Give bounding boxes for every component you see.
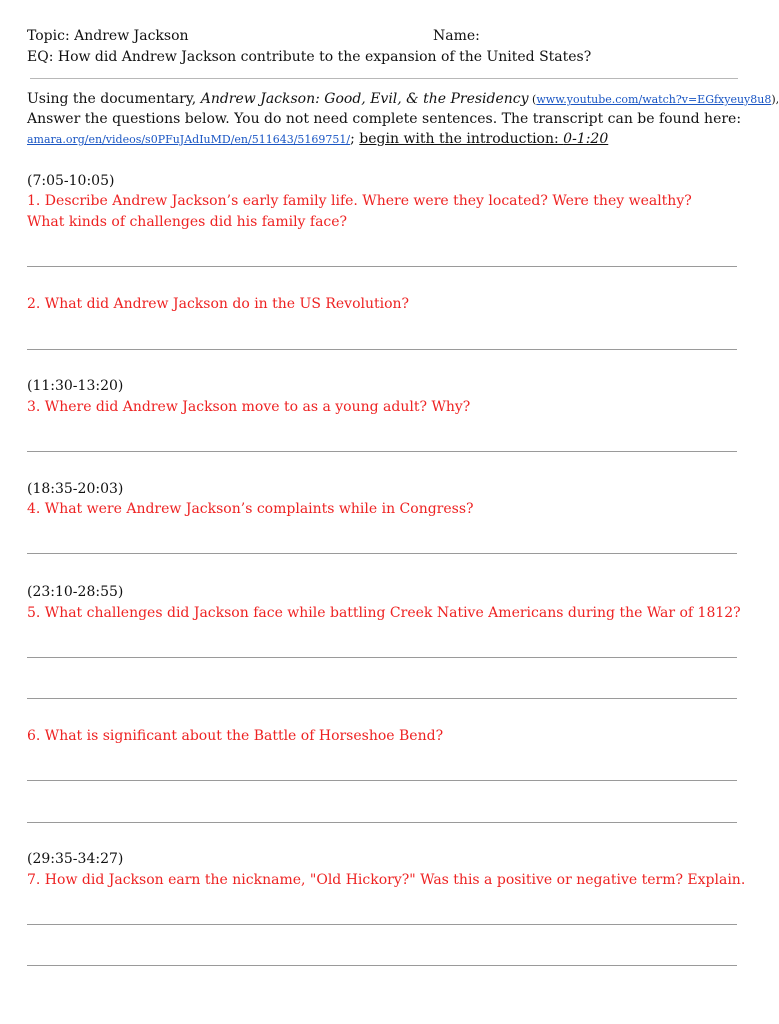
- essential-question: EQ: How did Andrew Jackson contribute to the expansion of the United States?: [27, 49, 592, 65]
- q7-timestamp: (29:35-34:27): [27, 851, 124, 867]
- semicolon: ;: [350, 131, 360, 147]
- begin-time: 0-1:20: [563, 131, 609, 147]
- q6-answer-line-2[interactable]: [27, 822, 737, 823]
- q2-text: 2. What did Andrew Jackson do in the US Revolution?: [27, 296, 410, 312]
- begin-text: begin with the introduction:: [359, 131, 564, 147]
- q4-timestamp: (18:35-20:03): [27, 481, 124, 497]
- intro-line-1: [27, 89, 779, 110]
- q6-answer-line-1[interactable]: [27, 780, 737, 781]
- q1-text-line-2: What kinds of challenges did his family face?: [27, 214, 348, 230]
- q5-answer-line-2[interactable]: [27, 698, 737, 699]
- q3-timestamp: (11:30-13:20): [27, 378, 124, 394]
- q6-text: 6. What is significant about the Battle of Horseshoe Bend?: [27, 728, 444, 744]
- q5-timestamp: (23:10-28:55): [27, 584, 124, 600]
- documentary-title: Andrew Jackson: Good, Evil, & the Presidency: [200, 91, 529, 107]
- q5-text: 5. What challenges did Jackson face while battling Creek Native Americans during the War of 1812?: [27, 605, 741, 621]
- q3-answer-line[interactable]: [27, 451, 737, 452]
- topic-label: Topic: Andrew Jackson: [27, 28, 189, 44]
- q1-timestamp: (7:05-10:05): [27, 173, 115, 189]
- q7-text: 7. How did Jackson earn the nickname, "Old Hickory?" Was this a positive or negative term? Explain.: [27, 872, 746, 888]
- intro-prefix: Using the documentary,: [27, 91, 201, 107]
- q5-answer-line-1[interactable]: [27, 657, 737, 658]
- amara-transcript-link[interactable]: amara.org/en/videos/s0PFuJAdIuMD/en/511643/5169751/: [27, 133, 351, 146]
- paren-open: (: [528, 93, 537, 106]
- q7-answer-line-2[interactable]: [27, 965, 737, 966]
- paren-close: ),: [771, 93, 779, 106]
- header-divider: [30, 78, 738, 79]
- youtube-link[interactable]: www.youtube.com/watch?v=EGfxyeuy8u8: [536, 93, 772, 106]
- q1-answer-line[interactable]: [27, 266, 737, 267]
- q4-answer-line[interactable]: [27, 553, 737, 554]
- q3-text: 3. Where did Andrew Jackson move to as a young adult? Why?: [27, 399, 471, 415]
- begin-instruction: [359, 131, 608, 147]
- q1-text-line-1: 1. Describe Andrew Jackson’s early family life. Where were they located? Were they wealthy?: [27, 193, 692, 209]
- intro-line-3: [27, 129, 608, 150]
- q4-text: 4. What were Andrew Jackson’s complaints while in Congress?: [27, 501, 474, 517]
- q7-answer-line-1[interactable]: [27, 924, 737, 925]
- intro-line-2: Answer the questions below. You do not need complete sentences. The transcript can be found here:: [27, 111, 742, 127]
- name-label: Name:: [433, 28, 480, 44]
- q2-answer-line[interactable]: [27, 349, 737, 350]
